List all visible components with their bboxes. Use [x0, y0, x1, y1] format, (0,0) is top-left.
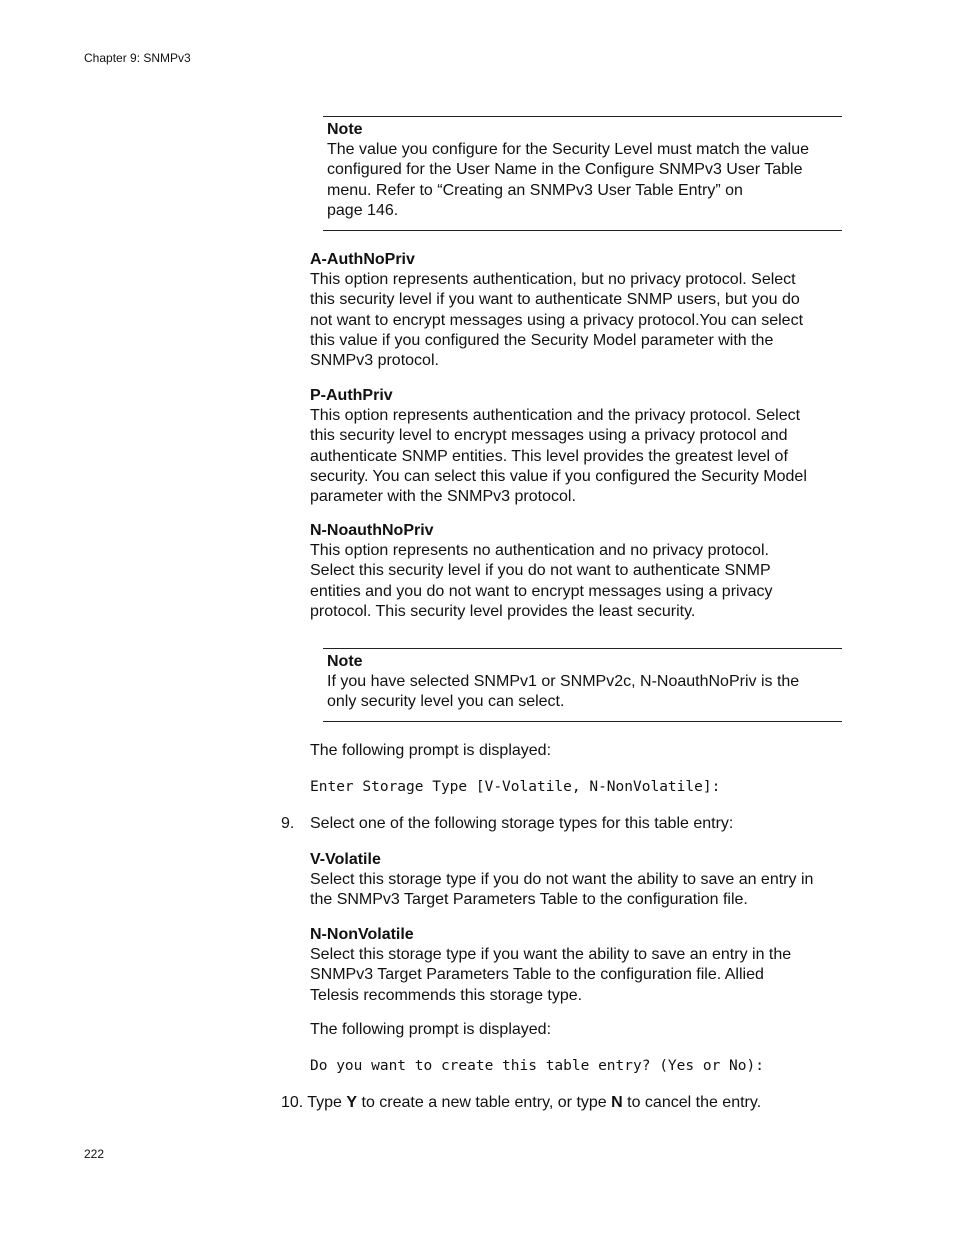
note-line: If you have selected SNMPv1 or SNMPv2c, N-NoauthNoPriv is the [327, 673, 800, 690]
note-box-security-level [323, 116, 842, 231]
note-title: Note [327, 653, 363, 670]
desc-line: Telesis recommends this storage type. [310, 986, 583, 1004]
option-nonvolatile [310, 925, 845, 1006]
running-header: Chapter 9: SNMPv3 [84, 51, 191, 65]
prompt-intro: The following prompt is displayed: [310, 742, 552, 759]
note-line: configured for the User Name in the Configure SNMPv3 User Table [327, 161, 803, 179]
option-auth-priv [310, 386, 845, 507]
desc-line: this value if you configured the Security Model parameter with the [310, 331, 774, 349]
option-volatile [310, 850, 845, 911]
step-text-part: to cancel the entry. [622, 1094, 762, 1111]
create-entry-prompt: Do you want to create this table entry? (Yes or No): [310, 1058, 764, 1074]
desc-line: authenticate SNMP entities. This level provides the greatest level of [310, 447, 788, 465]
step-text-part: to create a new table entry, or type [357, 1094, 612, 1111]
step-9 [281, 814, 733, 834]
option-term: V-Volatile [310, 851, 381, 868]
desc-line: Select this security level if you do not want to authenticate SNMP [310, 562, 771, 580]
storage-type-prompt: Enter Storage Type [V-Volatile, N-NonVolatile]: [310, 779, 721, 795]
note-line: The value you configure for the Security Level must match the value [327, 141, 810, 158]
note-body [327, 140, 842, 221]
option-description [310, 541, 845, 622]
desc-line: this security level to encrypt messages using a privacy protocol and [310, 427, 788, 445]
option-description [310, 406, 845, 507]
note-title: Note [327, 121, 363, 138]
desc-line: this security level if you want to authenticate SNMP users, but you do [310, 291, 800, 309]
option-description [310, 945, 845, 1006]
desc-line: Select this storage type if you want the ability to save an entry in the [310, 946, 792, 963]
step-number: 9. [281, 815, 295, 832]
desc-line: security. You can select this value if you configured the Security Model [310, 467, 807, 485]
step-text: Select one of the following storage types for this table entry: [310, 815, 734, 832]
desc-line: protocol. This security level provides the least security. [310, 602, 696, 620]
note-body [327, 672, 842, 713]
desc-line: entities and you do not want to encrypt messages using a privacy [310, 582, 773, 600]
option-term: P-AuthPriv [310, 387, 393, 404]
step-10 [281, 1093, 761, 1113]
option-term: N-NonVolatile [310, 926, 414, 943]
desc-line: not want to encrypt messages using a privacy protocol.You can select [310, 311, 804, 329]
desc-line: This option represents authentication, but no privacy protocol. Select [310, 271, 796, 288]
key-yes: Y [346, 1094, 358, 1111]
step-text-part: Type [307, 1094, 347, 1111]
page-number: 222 [84, 1147, 105, 1161]
option-noauth-nopriv [310, 521, 845, 622]
desc-line: SNMPv3 protocol. [310, 352, 439, 370]
note-line: menu. Refer to “Creating an SNMPv3 User Table Entry” on [327, 181, 743, 199]
desc-line: parameter with the SNMPv3 protocol. [310, 488, 576, 506]
desc-line: This option represents no authentication and no privacy protocol. [310, 542, 769, 559]
note-line: only security level you can select. [327, 693, 565, 711]
prompt-intro: The following prompt is displayed: [310, 1021, 552, 1038]
option-description [310, 270, 845, 371]
key-no: N [611, 1094, 623, 1111]
desc-line: the SNMPv3 Target Parameters Table to the configuration file. [310, 891, 748, 909]
option-term: N-NoauthNoPriv [310, 522, 434, 539]
desc-line: Select this storage type if you do not want the ability to save an entry in [310, 871, 814, 888]
desc-line: This option represents authentication and the privacy protocol. Select [310, 407, 801, 424]
step-number: 10. [281, 1094, 304, 1111]
option-auth-nopriv [310, 250, 845, 371]
note-box-snmpv1 [323, 648, 842, 722]
option-term: A-AuthNoPriv [310, 251, 415, 268]
desc-line: SNMPv3 Target Parameters Table to the configuration file. Allied [310, 966, 764, 984]
option-description [310, 870, 845, 911]
note-line: page 146. [327, 201, 399, 219]
